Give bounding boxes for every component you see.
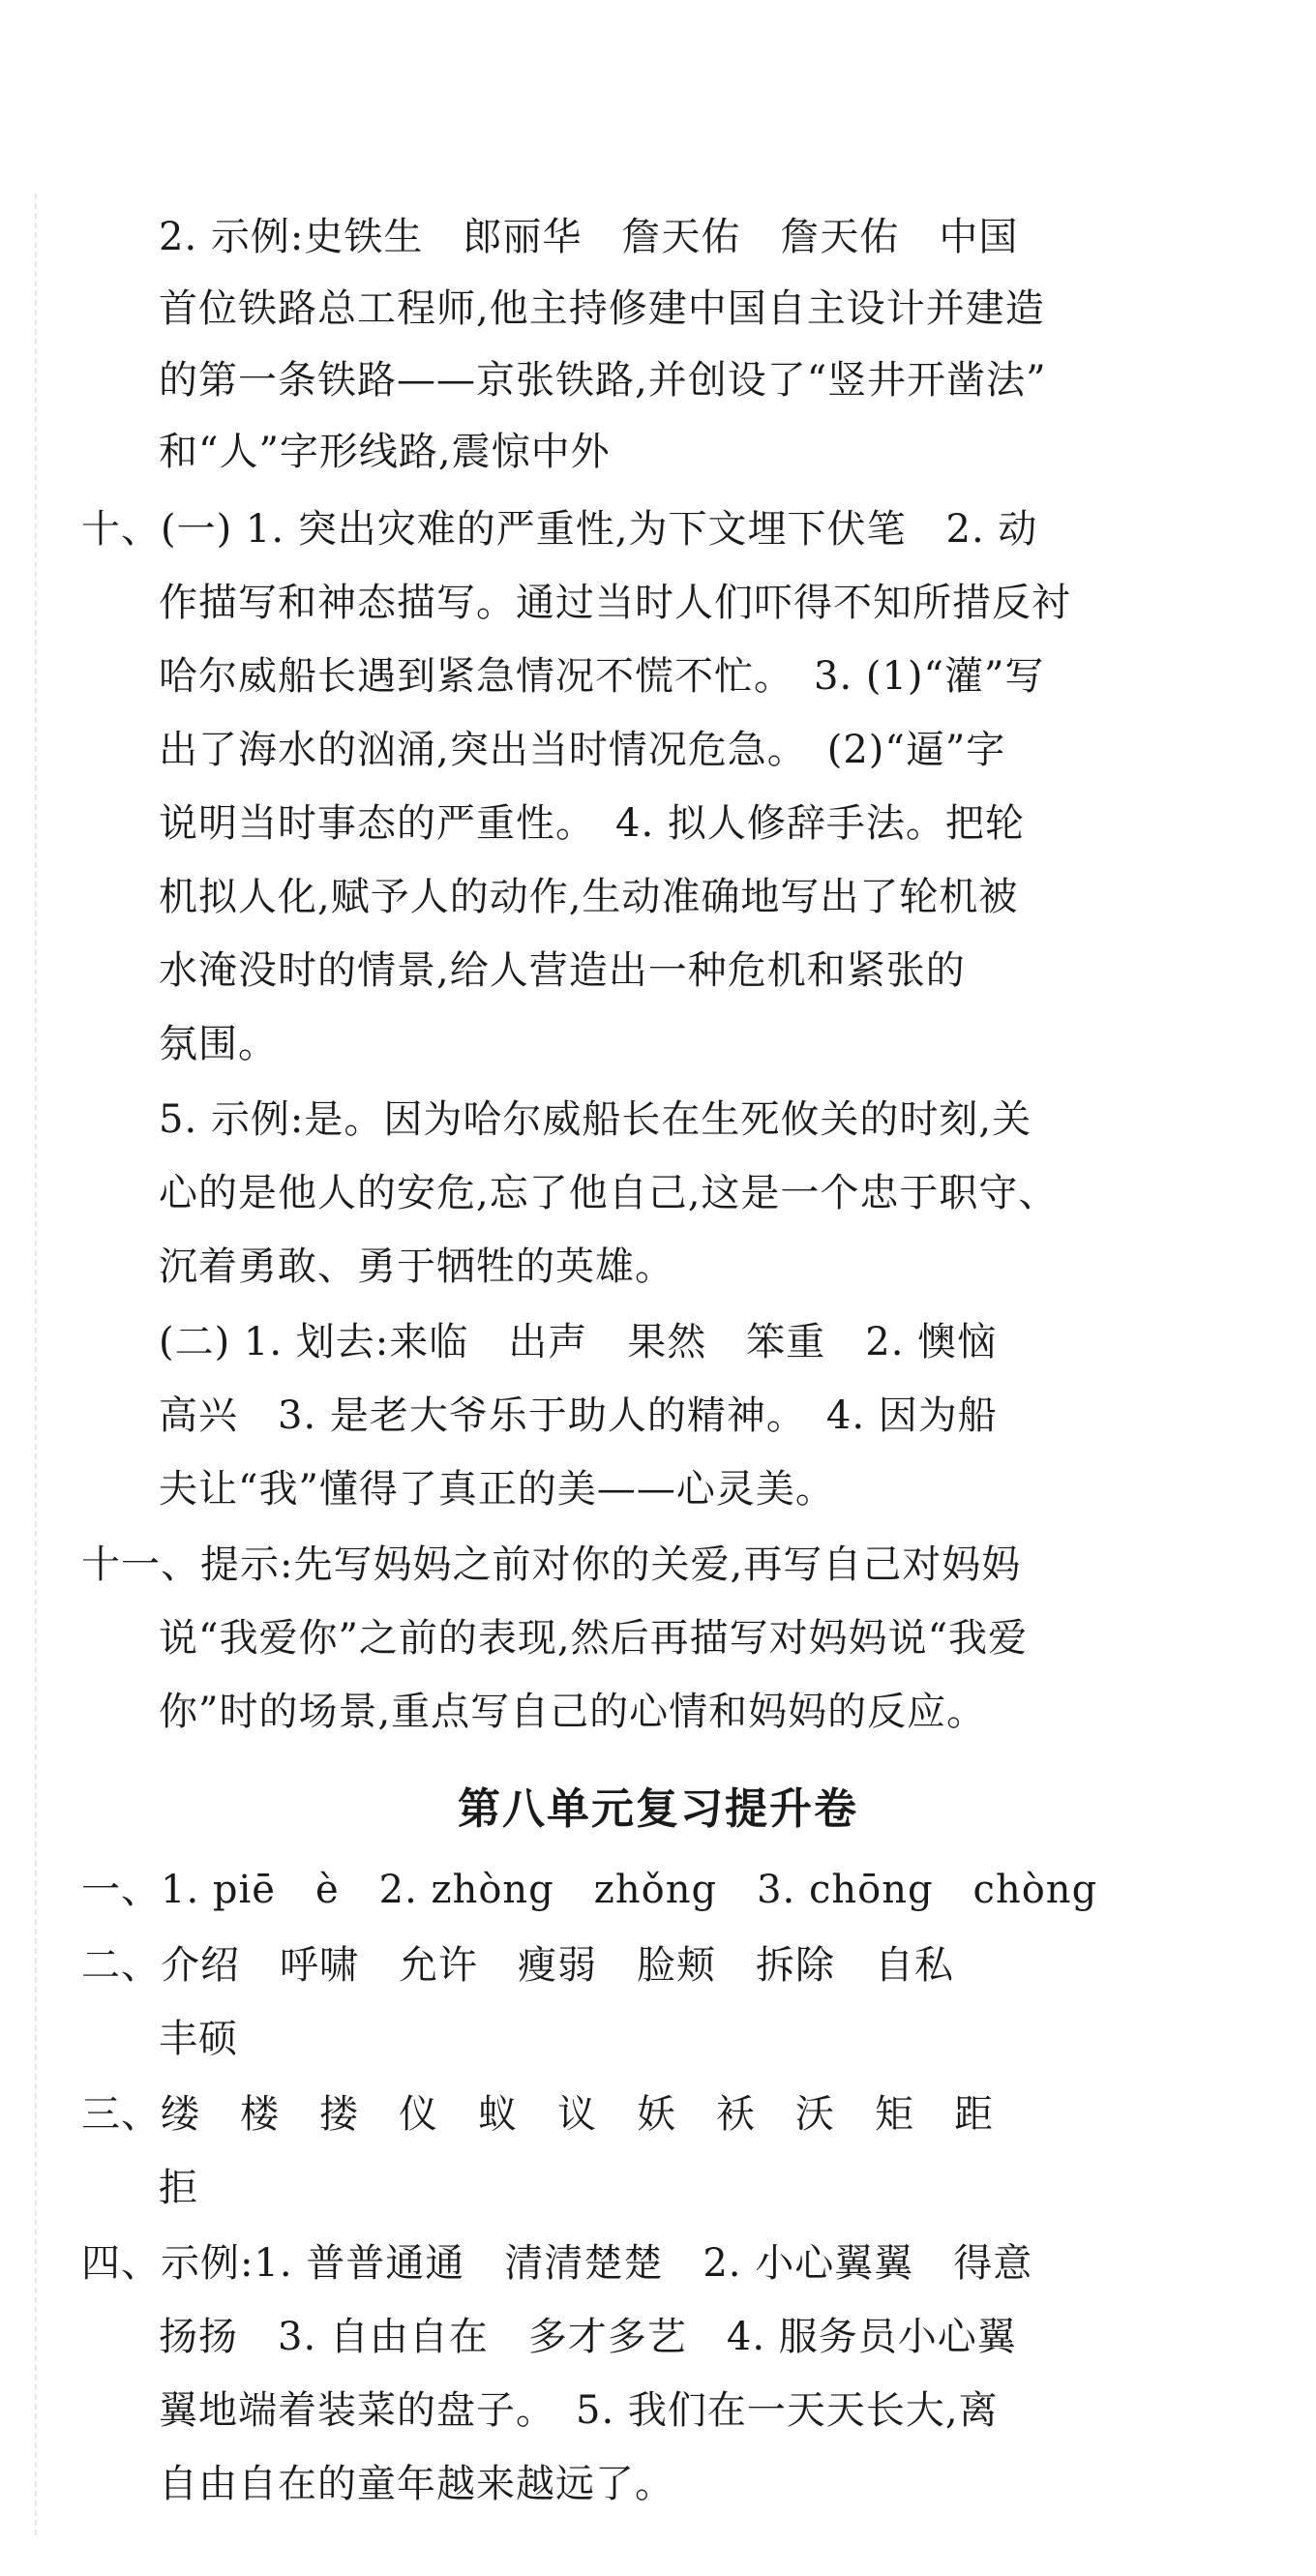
text-line: 丰硕 [159, 2017, 238, 2061]
text-line: 沉着勇敢、勇于牺牲的英雄。 [159, 1244, 674, 1289]
text-line: 自由自在的童年越来越远了。 [159, 2462, 674, 2506]
text-line: 四、示例:1. 普普通通 清清楚楚 2. 小心翼翼 得意 [81, 2241, 1033, 2286]
text-line: 翼地端着装菜的盘子。 5. 我们在一天天长大,离 [159, 2388, 999, 2433]
text-line: 二、介绍 呼啸 允许 瘦弱 脸颊 拆除 自私 [81, 1943, 954, 1988]
text-line: 十、(一) 1. 突出灾难的严重性,为下文埋下伏笔 2. 动 [81, 507, 1038, 552]
text-line: 三、缕 楼 搂 仪 蚁 议 妖 袄 沃 矩 距 [81, 2092, 994, 2137]
text-line: 说明当时事态的严重性。 4. 拟人修辞手法。把轮 [159, 801, 1025, 846]
text-line: 首位铁路总工程师,他主持修建中国自主设计并建造 [159, 286, 1045, 331]
text-line: 拒 [159, 2166, 198, 2210]
text-line: 心的是他人的安危,忘了他自己,这是一个忠于职守、 [159, 1171, 1059, 1215]
text-line: 哈尔威船长遇到紧急情况不慌不忙。 3. (1)“灌”写 [159, 654, 1045, 699]
text-line: 机拟人化,赋予人的动作,生动准确地写出了轮机被 [159, 875, 1019, 919]
text-line: 2. 示例:史铁生 郎丽华 詹天佑 詹天佑 中国 [159, 215, 1019, 259]
text-line: 出了海水的汹涌,突出当时情况危急。 (2)“逼”字 [159, 728, 1006, 772]
text-line: 和“人”字形线路,震惊中外 [159, 430, 611, 474]
text-line: 5. 示例:是。因为哈尔威船长在生死攸关的时刻,关 [159, 1097, 1032, 1142]
text-line: 氛围。 [159, 1022, 278, 1066]
text-line: 水淹没时的情景,给人营造出一种危机和紧张的 [159, 948, 966, 993]
text-line: 十一、提示:先写妈妈之前对你的关爱,再写自己对妈妈 [81, 1543, 1022, 1587]
text-line: 的第一条铁路——京张铁路,并创设了“竖井开凿法” [159, 358, 1047, 403]
text-line: 扬扬 3. 自由自在 多才多艺 4. 服务员小心翼 [159, 2315, 1017, 2359]
section-title: 第八单元复习提升卷 [458, 1784, 858, 1834]
text-line: 说“我爱你”之前的表现,然后再描写对妈妈说“我爱 [159, 1616, 1029, 1661]
text-line: 高兴 3. 是老大爷乐于助人的精神。 4. 因为船 [159, 1393, 998, 1438]
text-line: 你”时的场景,重点写自己的心情和妈妈的反应。 [159, 1690, 987, 1734]
text-line: 作描写和神态描写。通过当时人们吓得不知所措反衬 [159, 581, 1071, 625]
text-line: 夫让“我”懂得了真正的美——心灵美。 [159, 1467, 835, 1512]
text-line: (二) 1. 划去:来临 出声 果然 笨重 2. 懊恼 [159, 1320, 998, 1364]
binding-margin-line [35, 194, 37, 2535]
text-line: 一、1. piē è 2. zhòng zhǒng 3. chōng chòng [81, 1868, 1098, 1912]
